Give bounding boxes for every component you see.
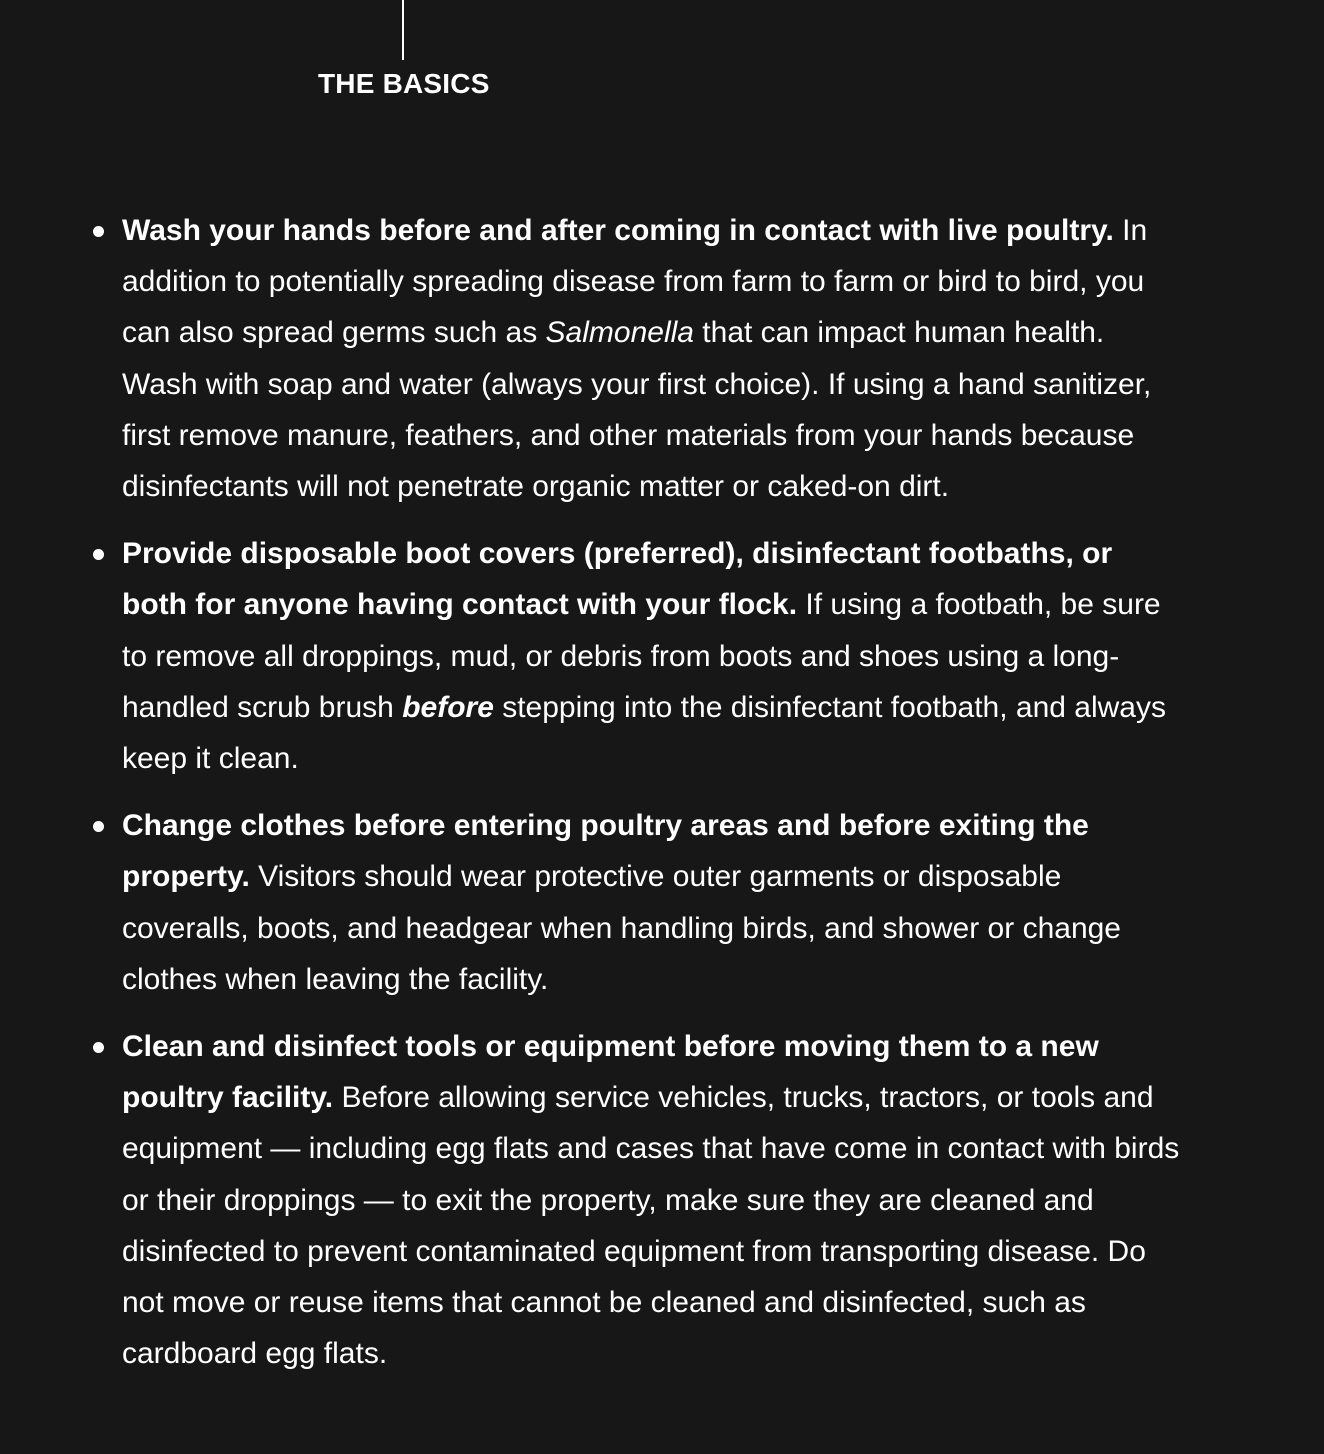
tip-body: stepping into the disinfectant footbath, and always keep it clean. — [122, 690, 1166, 776]
bullet-icon — [93, 226, 104, 237]
tip-lead: Provide disposable boot covers (preferred), disinfectant footbaths, or both for anyone having contact with your flock. — [122, 537, 1113, 622]
list-item — [122, 528, 1182, 784]
list-item — [122, 205, 1182, 512]
tip-body: If using a footbath, be sure to remove all droppings, mud, or debris from boots and shoes using a long-handled scrub brush — [122, 588, 1161, 724]
tip-body: In addition to potentially spreading disease from farm to farm or bird to bird, you can also spread germs such as — [122, 214, 1148, 350]
tip-body: Visitors should wear protective outer garments or disposable coveralls, boots, and headgear when handling birds, and shower or change clothes when leaving the facility. — [122, 860, 1121, 996]
tip-body: Before allowing service vehicles, trucks, tractors, or tools and equipment — including egg flats and cases that have come in contact with birds or their droppings — to exit the property, make sure they are cleaned and disinfected to prevent contaminated equipment from transporting disease. Do not move or reuse items that cannot be cleaned and disinfected, such as cardboard egg flats. — [122, 1081, 1180, 1371]
tip-emphasis: Salmonella — [545, 316, 694, 350]
list-item — [122, 1021, 1182, 1379]
section-divider-line — [402, 0, 404, 60]
biosecurity-tips-list — [122, 205, 1182, 1395]
tip-lead: Wash your hands before and after coming in contact with live poultry. — [122, 214, 1114, 247]
tip-lead: Change clothes before entering poultry areas and before exiting the property. — [122, 809, 1089, 894]
bullet-icon — [93, 821, 104, 832]
tip-emphasis: before — [402, 690, 494, 724]
section-heading: THE BASICS — [318, 68, 490, 99]
bullet-icon — [93, 549, 104, 560]
bullet-icon — [93, 1042, 104, 1053]
list-item — [122, 800, 1182, 1005]
tip-body: that can impact human health. Wash with soap and water (always your first choice). If using a hand sanitizer, first remove manure, feathers, and other materials from your hands because disinfectants will not penetrate organic matter or caked-on dirt. — [122, 316, 1152, 504]
tip-lead: Clean and disinfect tools or equipment before moving them to a new poultry facility. — [122, 1030, 1099, 1115]
